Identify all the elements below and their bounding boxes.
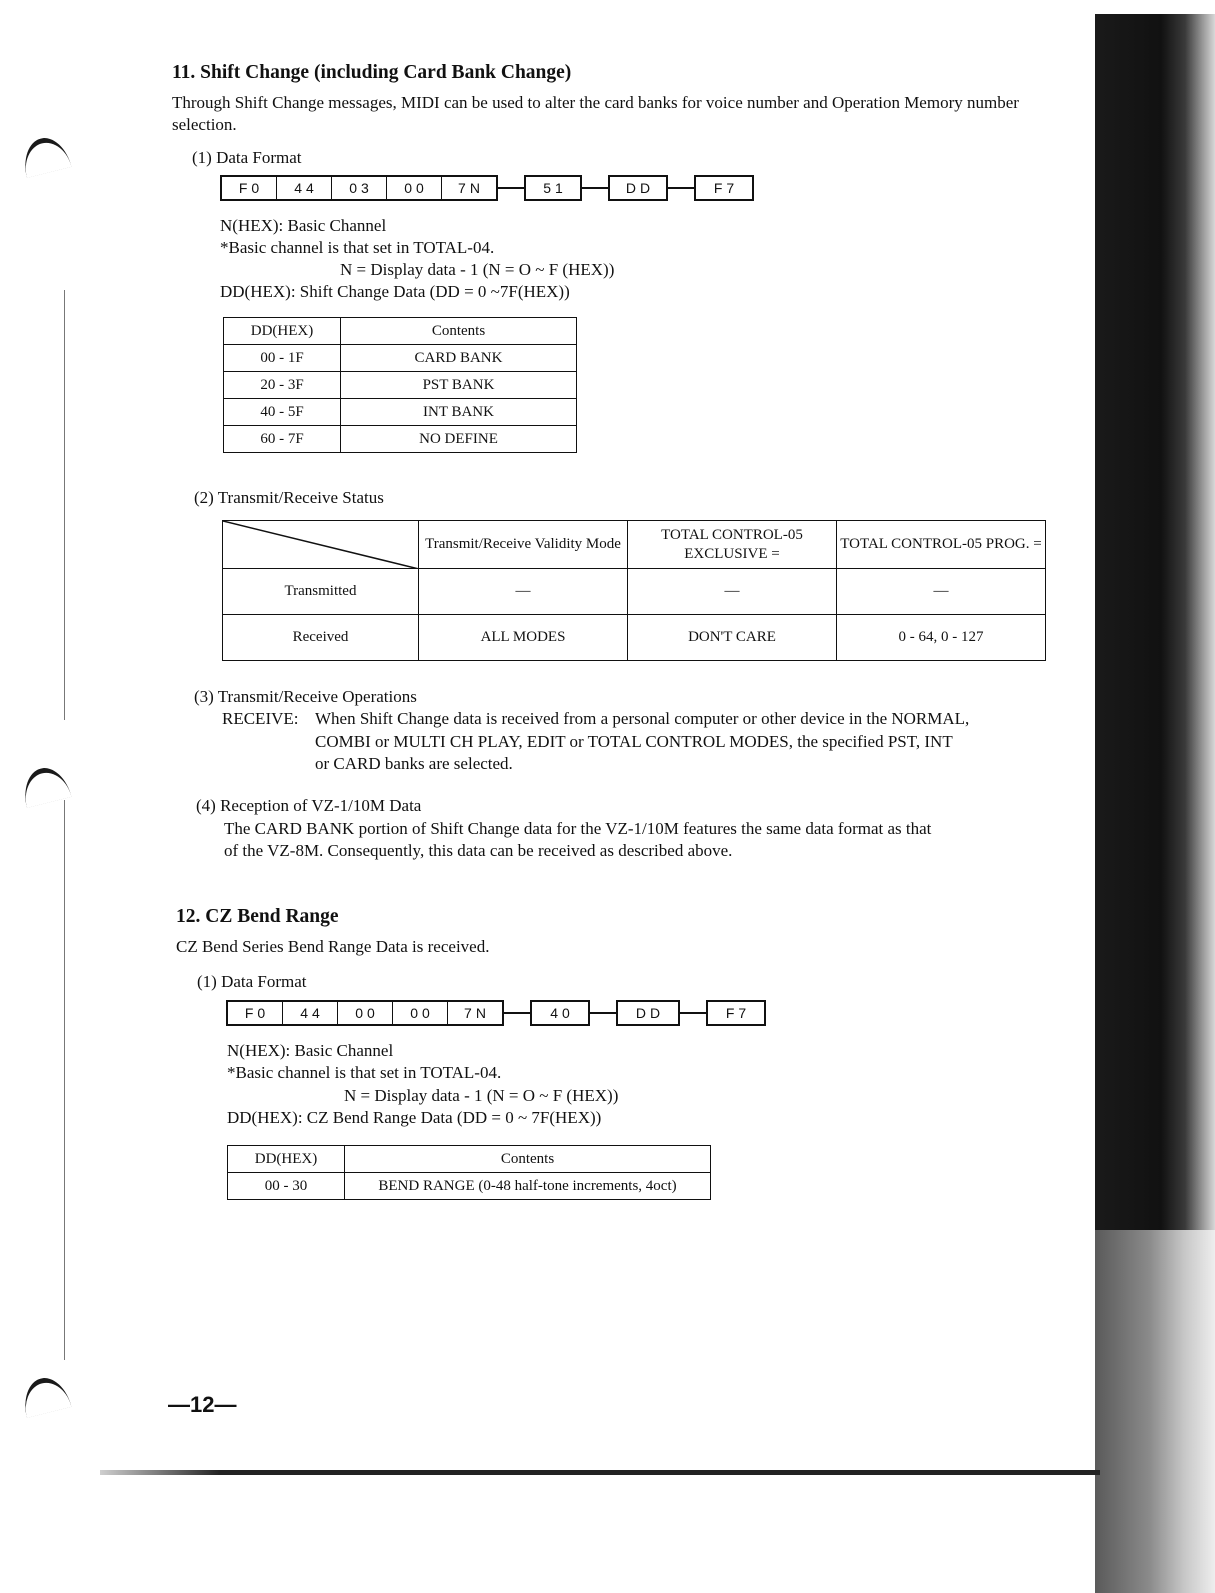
contents-cell: NO DEFINE — [341, 426, 577, 453]
header-cell: TOTAL CONTROL-05 PROG. = — [837, 521, 1046, 569]
receive-text-line: COMBI or MULTI CH PLAY, EDIT or TOTAL CONTROL MODES, the specified PST, INT — [315, 732, 953, 751]
status-cell: — — [628, 569, 837, 615]
scan-gray-edge — [1095, 1230, 1215, 1593]
status-cell: — — [419, 569, 628, 615]
note-basic-channel-setting: *Basic channel is that set in TOTAL-04. — [227, 1063, 502, 1082]
dd-range-cell: 00 - 30 — [228, 1173, 345, 1200]
data-format-bytes — [226, 1000, 766, 1026]
diagonal-line — [223, 521, 419, 569]
byte-group — [220, 175, 498, 201]
format-byte: F7 — [725, 1005, 751, 1021]
contents-cell: PST BANK — [341, 372, 577, 399]
dd-range-cell: 40 - 5F — [224, 399, 341, 426]
header-cell: DD(HEX) — [224, 318, 341, 345]
vz-reception-text-line: of the VZ-8M. Consequently, this data can be received as described above. — [224, 841, 733, 860]
status-label: (2) Transmit/Receive Status — [194, 488, 384, 507]
note-dd-range: DD(HEX): Shift Change Data (DD = 0 ~7F(HEX)) — [220, 282, 570, 301]
status-cell: 0 - 64, 0 - 127 — [837, 615, 1046, 661]
connector-line — [504, 1012, 530, 1014]
note-dd-range: DD(HEX): CZ Bend Range Data (DD = 0 ~ 7F(HEX)) — [227, 1108, 602, 1127]
margin-line — [64, 800, 65, 1360]
page-number: —12— — [168, 1392, 237, 1417]
section-12-intro: CZ Bend Series Bend Range Data is received. — [176, 937, 490, 956]
format-byte: 7N — [464, 1005, 490, 1021]
contents-cell: INT BANK — [341, 399, 577, 426]
operations-label: (3) Transmit/Receive Operations — [194, 687, 417, 706]
vz-reception-text-line: The CARD BANK portion of Shift Change data for the VZ-1/10M features the same data format as that — [224, 819, 932, 838]
note-n-equation: N = Display data - 1 (N = O ~ F (HEX)) — [344, 1086, 619, 1105]
header-cell: DD(HEX) — [228, 1146, 345, 1173]
byte-group — [524, 175, 582, 201]
table-header-row — [223, 521, 1046, 569]
row-label-cell: Transmitted — [223, 569, 419, 615]
header-cell: Transmit/Receive Validity Mode — [419, 521, 628, 569]
data-format-label: (1) Data Format — [197, 972, 307, 991]
note-basic-channel-setting: *Basic channel is that set in TOTAL-04. — [220, 238, 495, 257]
format-byte: F0 — [228, 1002, 283, 1024]
format-byte: 40 — [550, 1005, 574, 1021]
format-byte: 51 — [543, 180, 567, 196]
page-bottom-rule — [100, 1470, 1100, 1475]
dd-range-cell: 20 - 3F — [224, 372, 341, 399]
format-byte: DD — [625, 180, 655, 196]
table-row — [228, 1173, 711, 1200]
table-row — [223, 569, 1046, 615]
byte-group — [694, 175, 754, 201]
table-row — [224, 426, 577, 453]
note-basic-channel: N(HEX): Basic Channel — [220, 216, 387, 235]
table-row — [224, 345, 577, 372]
table-row — [223, 615, 1046, 661]
status-cell: DON'T CARE — [628, 615, 837, 661]
format-byte: F0 — [222, 177, 277, 199]
receive-prefix: RECEIVE: — [222, 709, 299, 728]
byte-group — [706, 1000, 766, 1026]
format-byte: 03 — [332, 177, 387, 199]
table-row — [224, 372, 577, 399]
dd-range-cell: 00 - 1F — [224, 345, 341, 372]
format-byte: 00 — [387, 177, 442, 199]
contents-cell: CARD BANK — [341, 345, 577, 372]
section-11-intro: Through Shift Change messages, MIDI can be used to alter the card banks for voice number and Operation Memory number selection. — [172, 93, 1019, 134]
byte-group — [608, 175, 668, 201]
format-byte: F7 — [713, 180, 739, 196]
dd-range-cell: 60 - 7F — [224, 426, 341, 453]
receive-text-line: When Shift Change data is received from a personal computer or other device in the NORMAL, — [315, 709, 970, 728]
binder-hole-mark — [18, 1373, 71, 1418]
data-format-bytes — [220, 175, 754, 201]
cz-bend-dd-table — [227, 1145, 711, 1200]
status-cell: ALL MODES — [419, 615, 628, 661]
byte-group — [616, 1000, 680, 1026]
connector-line — [668, 187, 694, 189]
section-12-heading: 12. CZ Bend Range — [176, 906, 339, 927]
connector-line — [590, 1012, 616, 1014]
header-cell: Contents — [345, 1146, 711, 1173]
format-byte: 00 — [338, 1002, 393, 1024]
header-cell: Contents — [341, 318, 577, 345]
connector-line — [582, 187, 608, 189]
status-cell: — — [837, 569, 1046, 615]
byte-group — [226, 1000, 504, 1026]
format-byte: 00 — [393, 1002, 448, 1024]
section-11-heading: 11. Shift Change (including Card Bank Change) — [172, 62, 572, 83]
table-header-row — [224, 318, 577, 345]
transmit-receive-status-table — [222, 520, 1046, 661]
format-byte: 44 — [277, 177, 332, 199]
byte-group — [530, 1000, 590, 1026]
data-format-label: (1) Data Format — [192, 148, 302, 167]
format-byte: 7N — [458, 180, 484, 196]
diagonal-corner-cell — [223, 521, 419, 569]
note-basic-channel: N(HEX): Basic Channel — [227, 1041, 394, 1060]
contents-cell: BEND RANGE (0-48 half-tone increments, 4oct) — [345, 1173, 711, 1200]
vz-reception-label: (4) Reception of VZ-1/10M Data — [196, 796, 422, 815]
header-cell: TOTAL CONTROL-05 EXCLUSIVE = — [628, 521, 837, 569]
row-label-cell: Received — [223, 615, 419, 661]
table-row — [224, 399, 577, 426]
table-header-row — [228, 1146, 711, 1173]
receive-text-line: or CARD banks are selected. — [315, 754, 513, 773]
format-byte: DD — [635, 1005, 665, 1021]
margin-line — [64, 290, 65, 720]
format-byte: 44 — [283, 1002, 338, 1024]
shift-change-dd-table — [223, 317, 577, 453]
note-n-equation: N = Display data - 1 (N = O ~ F (HEX)) — [340, 260, 615, 279]
connector-line — [498, 187, 524, 189]
binder-hole-mark — [18, 133, 71, 178]
connector-line — [680, 1012, 706, 1014]
